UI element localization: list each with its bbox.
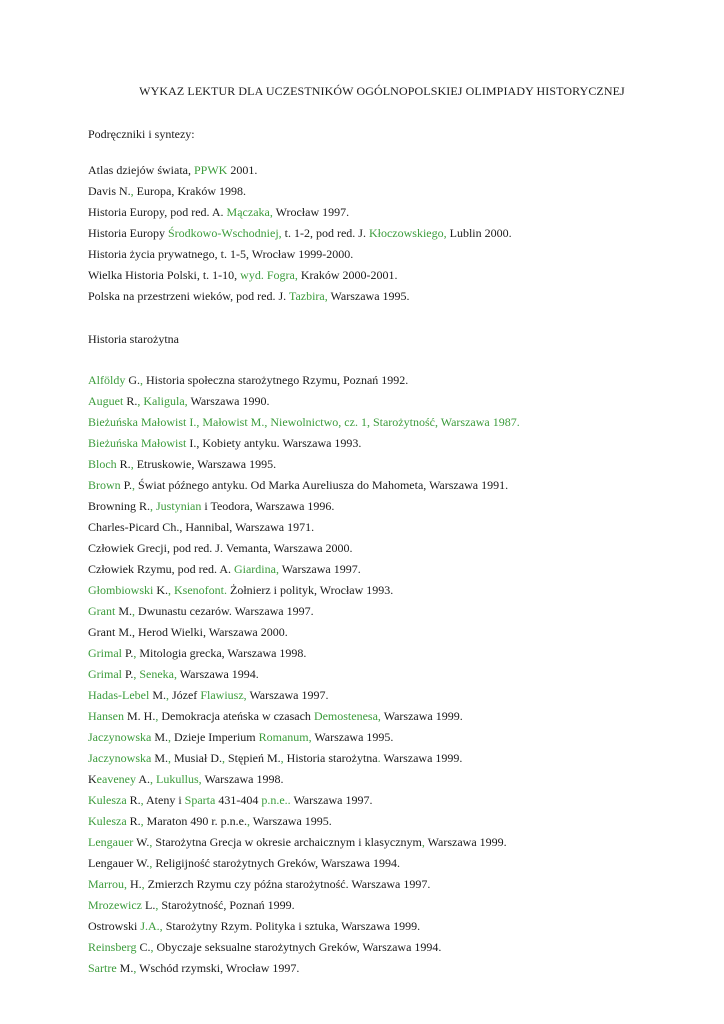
highlighted-text: Bloch <box>88 457 117 471</box>
highlighted-text: , <box>150 772 153 786</box>
reading-list-textbooks <box>88 160 512 307</box>
entry-text: P. <box>120 478 133 492</box>
highlighted-text: Głombiowski <box>88 583 154 597</box>
list-item <box>88 454 520 475</box>
highlighted-text: Hadas-Lebel <box>88 688 150 702</box>
highlighted-text: Tazbira, <box>288 289 328 303</box>
list-item <box>88 391 520 412</box>
entry-text: Davis N. <box>88 184 131 198</box>
list-item <box>88 370 520 391</box>
entry-text: Starożytny Rzym. Polityka i sztuka, Warszawa 1999. <box>162 919 421 933</box>
entry-text: Człowiek Rzymu, pod red. A. <box>88 562 234 576</box>
reading-list-ancient-history <box>88 370 520 979</box>
entry-text: R. <box>126 814 141 828</box>
entry-text: M. H. <box>124 709 156 723</box>
entry-text: R. <box>116 457 131 471</box>
entry-text: 2001. <box>227 163 258 177</box>
entry-text: Starożytność, Poznań 1999. <box>158 898 295 912</box>
entry-text: W. <box>133 835 150 849</box>
list-item <box>88 160 512 181</box>
highlighted-text: Reinsberg <box>88 940 137 954</box>
entry-text: Historia starożytna <box>283 751 378 765</box>
list-item <box>88 874 520 895</box>
list-item <box>88 538 520 559</box>
entry-text: Historia Europy, pod red. A. <box>88 205 227 219</box>
highlighted-text: Mrozewicz <box>88 898 142 912</box>
highlighted-text: , <box>133 667 137 681</box>
entry-text: Dwunastu cezarów. Warszawa 1997. <box>135 604 314 618</box>
highlighted-text: , <box>246 814 250 828</box>
highlighted-text: Kulesza <box>88 814 127 828</box>
highlighted-text: , <box>133 646 137 660</box>
list-item <box>88 811 520 832</box>
highlighted-text: , <box>140 814 144 828</box>
highlighted-text: Marrou, <box>88 877 127 891</box>
entry-text: Wrocław 1997. <box>272 205 350 219</box>
highlighted-text: Romanum, <box>258 730 312 744</box>
highlighted-text: , <box>221 751 225 765</box>
entry-text: Warszawa 1995. <box>311 730 394 744</box>
entry-text: Mitologia grecka, Warszawa 1998. <box>136 646 307 660</box>
entry-text: Starożytna Grecja w okresie archaicznym i klasycznym <box>152 835 422 849</box>
entry-text: Browning R. <box>88 499 151 513</box>
highlighted-text: wyd. Fogra, <box>240 268 298 282</box>
list-item <box>88 916 520 937</box>
entry-text: Lublin 2000. <box>446 226 512 240</box>
highlighted-text: , <box>132 478 136 492</box>
highlighted-text: , <box>165 688 169 702</box>
list-item <box>88 706 520 727</box>
highlighted-text: eaveney <box>96 772 136 786</box>
entry-text: Musiał D. <box>170 751 222 765</box>
entry-text: M. <box>115 604 132 618</box>
entry-text: Warszawa 1997. <box>278 562 361 576</box>
entry-text: R. <box>126 793 141 807</box>
highlighted-text: , <box>421 835 425 849</box>
list-item <box>88 412 520 433</box>
highlighted-text: Alföldy <box>88 373 126 387</box>
entry-text: Ostrowski <box>88 919 141 933</box>
highlighted-text: Jaczynowska <box>88 751 152 765</box>
list-item <box>88 517 520 538</box>
entry-text: Religijność starożytnych Greków, Warszawa 1994. <box>152 856 400 870</box>
highlighted-text: Mączaka, <box>226 205 273 219</box>
highlighted-text: Ksenofont. <box>174 583 228 597</box>
list-item <box>88 475 520 496</box>
entry-text: Wielka Historia Polski, t. 1-10, <box>88 268 241 282</box>
list-item <box>88 643 520 664</box>
entry-text: Lengauer W. <box>88 856 150 870</box>
entry-text: C. <box>136 940 151 954</box>
highlighted-text: , <box>167 751 171 765</box>
highlighted-text: Sparta <box>184 793 216 807</box>
list-item <box>88 895 520 916</box>
entry-text: Warszawa 1997. <box>290 793 373 807</box>
list-item <box>88 223 512 244</box>
list-item <box>88 790 520 811</box>
entry-text: Świat późnego antyku. Od Marka Aureliusza do Mahometa, Warszawa 1991. <box>135 478 509 492</box>
highlighted-text: PPWK <box>193 163 228 177</box>
highlighted-text: Jaczynowska <box>88 730 152 744</box>
entry-text: Grant M., Herod Wielki, Warszawa 2000. <box>88 625 288 639</box>
highlighted-text: Justynian <box>156 499 202 513</box>
entry-text: A. <box>135 772 150 786</box>
list-item <box>88 685 520 706</box>
entry-text: R. <box>123 394 138 408</box>
entry-text: Polska na przestrzeni wieków, pod red. J. <box>88 289 289 303</box>
highlighted-text: , <box>130 457 134 471</box>
list-item <box>88 202 512 223</box>
highlighted-text: Seneka, <box>139 667 177 681</box>
list-item <box>88 853 520 874</box>
highlighted-text: , <box>167 730 171 744</box>
highlighted-text: , <box>150 499 154 513</box>
list-item <box>88 286 512 307</box>
entry-text: t. 1-2, pod red. J. <box>281 226 369 240</box>
entry-text: K <box>88 772 97 786</box>
entry-text: Maraton 490 r. p.n.e. <box>143 814 247 828</box>
highlighted-text: , <box>155 709 159 723</box>
entry-text: M. <box>151 751 168 765</box>
entry-text: Kraków 2000-2001. <box>297 268 398 282</box>
entry-text: Europa, Kraków 1998. <box>133 184 246 198</box>
highlighted-text: J.A., <box>140 919 163 933</box>
entry-text: M. <box>149 688 166 702</box>
highlighted-text: Kłoczowskiego, <box>368 226 447 240</box>
highlighted-text: . <box>377 751 381 765</box>
highlighted-text: Lengauer <box>88 835 134 849</box>
entry-text: M. <box>151 730 168 744</box>
list-item <box>88 244 512 265</box>
list-item <box>88 748 520 769</box>
highlighted-text: , <box>149 835 153 849</box>
list-item <box>88 832 520 853</box>
highlighted-text: , <box>141 877 145 891</box>
entry-text: Warszawa 1990. <box>187 394 270 408</box>
highlighted-text: Grimal <box>88 646 122 660</box>
entry-text: Historia społeczna starożytnego Rzymu, Poznań 1992. <box>143 373 409 387</box>
highlighted-text: , <box>155 898 159 912</box>
highlighted-text: , <box>133 961 137 975</box>
highlighted-text: Środkowo-Wschodniej, <box>168 226 282 240</box>
list-item <box>88 727 520 748</box>
highlighted-text: Hansen <box>88 709 124 723</box>
entry-text: P. <box>122 667 134 681</box>
entry-text: 431-404 <box>215 793 262 807</box>
entry-text: L. <box>141 898 156 912</box>
entry-text: Historia Europy <box>88 226 168 240</box>
entry-text: Charles-Picard Ch., Hannibal, Warszawa 1971. <box>88 520 315 534</box>
highlighted-text: Lukullus, <box>156 772 202 786</box>
highlighted-text: , <box>150 940 154 954</box>
highlighted-text: , <box>130 184 134 198</box>
highlighted-text: , <box>140 793 144 807</box>
entry-text: Warszawa 1998. <box>201 772 284 786</box>
entry-text: Obyczaje seksualne starożytnych Greków, Warszawa 1994. <box>153 940 442 954</box>
list-item <box>88 601 520 622</box>
list-item <box>88 181 512 202</box>
entry-text: Warszawa 1994. <box>177 667 259 681</box>
section-heading-textbooks: Podręczniki i syntezy: <box>88 127 195 141</box>
list-item <box>88 496 520 517</box>
entry-text: Warszawa 1999. <box>380 709 463 723</box>
entry-text: Człowiek Grecji, pod red. J. Vemanta, Warszawa 2000. <box>88 541 353 555</box>
list-item <box>88 769 520 790</box>
highlighted-text: Auguet <box>88 394 124 408</box>
entry-text: Warszawa 1999. <box>424 835 507 849</box>
entry-text: Zmierzch Rzymu czy późna starożytność. Warszawa 1997. <box>144 877 431 891</box>
highlighted-text: , <box>149 856 153 870</box>
entry-text: Historia życia prywatnego, t. 1-5, Wrocław 1999-2000. <box>88 247 354 261</box>
list-item <box>88 580 520 601</box>
entry-text: i Teodora, Warszawa 1996. <box>201 499 335 513</box>
entry-text: Warszawa 1999. <box>380 751 463 765</box>
entry-text: Ateny i <box>143 793 185 807</box>
list-item <box>88 622 520 643</box>
highlighted-text: Grant <box>88 604 116 618</box>
highlighted-text: Brown <box>88 478 121 492</box>
list-item <box>88 958 520 979</box>
entry-text: K. <box>153 583 169 597</box>
highlighted-text: Giardina, <box>233 562 279 576</box>
entry-text: Żołnierz i polityk, Wrocław 1993. <box>227 583 394 597</box>
highlighted-text: Demostenesa, <box>313 709 381 723</box>
entry-text: Demokracja ateńska w czasach <box>158 709 314 723</box>
section-heading-ancient-history: Historia starożytna <box>88 332 179 346</box>
list-item <box>88 433 520 454</box>
highlighted-text: Bieżuńska Małowist <box>88 436 187 450</box>
highlighted-text: , <box>132 604 135 618</box>
highlighted-text: p.n.e.. <box>261 793 291 807</box>
list-item <box>88 664 520 685</box>
list-item <box>88 559 520 580</box>
highlighted-text: Kulesza <box>88 793 127 807</box>
entry-text: Stępień M. <box>224 751 281 765</box>
highlighted-text: , <box>168 583 172 597</box>
entry-text: I., Kobiety antyku. Warszawa 1993. <box>186 436 362 450</box>
entry-text: Warszawa 1995. <box>249 814 332 828</box>
list-item <box>88 265 512 286</box>
highlighted-text: , <box>280 751 284 765</box>
entry-text: P. <box>122 646 134 660</box>
entry-text: H. <box>127 877 142 891</box>
entry-text: Wschód rzymski, Wrocław 1997. <box>136 961 300 975</box>
entry-text: Józef <box>168 688 201 702</box>
entry-text: Warszawa 1995. <box>327 289 410 303</box>
list-item <box>88 937 520 958</box>
entry-text: Warszawa 1997. <box>246 688 329 702</box>
entry-text: Atlas dziejów świata, <box>88 163 194 177</box>
highlighted-text: Grimal <box>88 667 122 681</box>
entry-text: M. <box>116 961 134 975</box>
highlighted-text: Sartre <box>88 961 117 975</box>
highlighted-text: Flawiusz, <box>200 688 247 702</box>
entry-text: Etruskowie, Warszawa 1995. <box>133 457 277 471</box>
highlighted-text: Kaligula, <box>143 394 188 408</box>
highlighted-text: , <box>140 373 144 387</box>
entry-text: Dzieje Imperium <box>170 730 259 744</box>
entry-text: G. <box>125 373 141 387</box>
highlighted-text: Bieżuńska Małowist I., Małowist M., Niewolnictwo, cz. 1, Starożytność, Warszawa 1987. <box>88 415 520 429</box>
document-title: WYKAZ LEKTUR DLA UCZESTNIKÓW OGÓLNOPOLSKIEJ OLIMPIADY HISTORYCZNEJ <box>139 84 625 98</box>
highlighted-text: , <box>137 394 141 408</box>
